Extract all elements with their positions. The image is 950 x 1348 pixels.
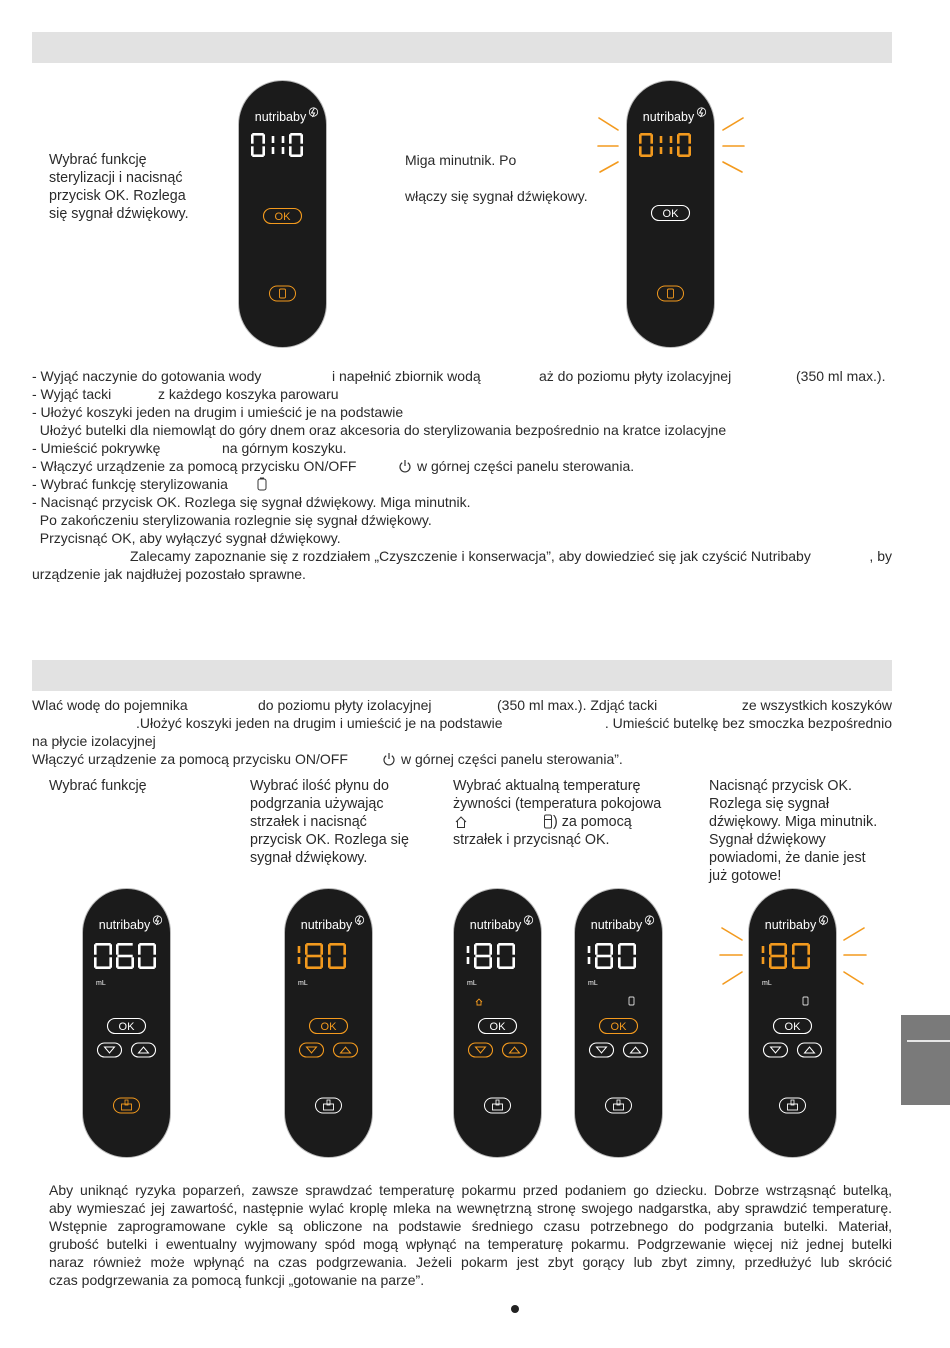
arrow-up-button[interactable] xyxy=(334,1043,358,1057)
text-line: aby wymieszać jej zawartość, następnie wylać kroplę mleka na wewnętrzną stronę swojego nadgarstka, aby sprawdzić temperaturę. xyxy=(49,1200,892,1216)
digit-segment xyxy=(475,966,490,969)
digit-segment xyxy=(300,146,303,155)
digit-segment xyxy=(343,957,346,967)
digit-segment xyxy=(610,957,613,967)
text-run: do poziomu płyty izolacyjnej xyxy=(258,697,432,713)
arrow-down-button[interactable] xyxy=(300,1043,324,1057)
digit-segment xyxy=(595,957,598,967)
digit-segment xyxy=(252,133,263,136)
text-line: strzałek i nacisnąć xyxy=(250,814,367,830)
room-temp-indicator-icon xyxy=(476,999,482,1005)
digit-segment xyxy=(328,944,331,954)
digit-segment xyxy=(131,957,134,967)
page-bullet xyxy=(511,1305,519,1313)
text-line: Wybrać aktualną temperaturę xyxy=(453,778,641,794)
sterilize-icon xyxy=(280,289,286,298)
digit-segment xyxy=(94,944,97,954)
power-icon xyxy=(382,752,396,766)
text-run: w górnej części panelu sterowania”. xyxy=(401,751,623,767)
digit-segment xyxy=(117,955,132,958)
digit-segment xyxy=(596,943,611,946)
text-run: aż do poziomu płyty izolacyjnej xyxy=(539,368,732,384)
device-heat-temp-room xyxy=(453,888,542,1158)
display-digits xyxy=(467,943,515,969)
text-run: z każdego koszyka parowaru xyxy=(158,386,339,402)
digit-segment xyxy=(298,957,301,964)
sterilize-function-button[interactable] xyxy=(270,286,296,301)
text-line: powiadomi, że danie jest xyxy=(709,850,866,866)
digit-segment xyxy=(306,955,321,958)
digit-segment xyxy=(512,944,515,954)
sterilize-function-button[interactable] xyxy=(658,286,684,301)
heating-intro-line-3: na płycie izolacyjnej xyxy=(32,733,156,749)
text-line: się sygnał dźwiękowy. xyxy=(49,206,189,222)
arrow-up-outline[interactable] xyxy=(798,1043,822,1057)
text-line: Nacisnąć przycisk OK. xyxy=(709,778,853,794)
digit-segment xyxy=(498,966,513,969)
ok-button[interactable] xyxy=(310,1019,348,1034)
digit-segment xyxy=(262,134,265,143)
digit-segment xyxy=(588,946,591,953)
arrow-up-button[interactable] xyxy=(503,1043,527,1057)
ok-button-label: OK xyxy=(784,1021,801,1033)
text-run: - Włączyć urządzenie za pomocą przycisku ON/OFF xyxy=(32,458,357,474)
sterilize-icon xyxy=(668,289,674,298)
arrow-up-outline[interactable] xyxy=(624,1043,648,1057)
arrow-up-outline[interactable] xyxy=(132,1043,156,1057)
text-line: włączy się sygnał dźwiękowy. xyxy=(405,188,588,204)
digit-segment xyxy=(117,943,132,946)
arrow-down-button[interactable] xyxy=(98,1043,122,1057)
text-line: Wybrać funkcję xyxy=(49,152,147,168)
digit-segment xyxy=(117,966,132,969)
digit-segment xyxy=(139,943,154,946)
device-heat-temp-fridge xyxy=(574,888,663,1158)
heat-function-button[interactable] xyxy=(485,1098,511,1113)
arrow-up-button[interactable] xyxy=(132,1043,156,1057)
digit-segment xyxy=(153,957,156,967)
instruction-line-7 xyxy=(32,475,892,493)
text-run: - Umieścić pokrywkę xyxy=(32,440,161,456)
text-line: naraz również może wpłynąć na czas podgrzewania. Jeżeli pokarm jest zbyt gorący lub zbyt zimny, przedłużyć lub skrócić xyxy=(49,1254,892,1270)
text-line: sygnał dźwiękowy. xyxy=(250,850,368,866)
room-temperature-icon xyxy=(454,815,468,829)
ml-unit-label: mL xyxy=(588,980,598,987)
ok-button-label: OK xyxy=(489,1021,506,1033)
brand-logo-text: nutribaby xyxy=(98,918,151,932)
instruction-line-4: Ułożyć butelki dla niemowląt do góry dnem oraz akcesoria do sterylizowania bezpośrednio na kratce izolacyjne xyxy=(32,422,727,438)
heat-step1-text xyxy=(49,777,147,795)
heating-intro-line-4 xyxy=(32,750,892,768)
arrow-up-icon xyxy=(139,1047,149,1053)
heat-function-button[interactable] xyxy=(114,1098,140,1113)
function-button-outline[interactable] xyxy=(658,286,684,301)
arrow-down-button[interactable] xyxy=(590,1043,614,1057)
digit-segment xyxy=(282,136,285,143)
digit-segment xyxy=(474,944,477,954)
digit-segment xyxy=(116,944,119,954)
text-line: Wybrać ilość płynu do xyxy=(250,778,389,794)
digit-segment xyxy=(320,944,323,954)
digit-segment xyxy=(109,944,112,954)
text-run: , by xyxy=(869,548,892,564)
brand-logo-text: nutribaby xyxy=(300,918,353,932)
ok-button[interactable] xyxy=(108,1019,146,1034)
digit-segment xyxy=(497,944,500,954)
digit-segment xyxy=(633,944,636,954)
digit-segment xyxy=(489,957,492,967)
ok-button[interactable] xyxy=(652,206,690,221)
care-note-end: urządzenie jak najdłużej pozostało sprawne. xyxy=(32,566,306,582)
text-line xyxy=(453,813,693,831)
brand-logo-text: nutribaby xyxy=(254,110,307,124)
digit-segment xyxy=(252,154,263,157)
digit-segment xyxy=(94,957,97,967)
instruction-line-8: - Nacisnąć przycisk OK. Rozlega się sygnał dźwiękowy. Miga minutnik. xyxy=(32,494,471,510)
text-run: Wlać wodę do pojemnika xyxy=(32,697,188,713)
digit-segment xyxy=(328,957,331,967)
text-run: . Umieścić butelkę bez smoczka bezpośrednio xyxy=(604,715,892,731)
arrow-up-icon xyxy=(510,1047,520,1053)
text-run: w górnej części panelu sterowania. xyxy=(417,458,635,474)
heat-function-button[interactable] xyxy=(316,1098,342,1113)
arrow-down-outline[interactable] xyxy=(300,1043,324,1057)
digit-segment xyxy=(305,957,308,967)
text-line: Wstępnie zaprogramowane cykle są obliczone na podstawie średniego czasu potrzebnego do podgrzania butelki. Materiał, xyxy=(49,1218,892,1234)
ml-unit-label: mL xyxy=(467,980,477,987)
ok-button[interactable] xyxy=(600,1019,638,1034)
text-line: Aby uniknąć ryzyka poparzeń, zawsze sprawdzać temperaturę pokarmu przed podaniem go dziecku. Dobrze wstrząsnąć butelką, xyxy=(49,1182,892,1198)
instruction-line-10: Przycisnąć OK, aby wyłączyć sygnał dźwiękowy. xyxy=(32,530,341,546)
heat-function-button[interactable] xyxy=(780,1098,806,1113)
arrow-down-outline[interactable] xyxy=(764,1043,788,1057)
heat-step3-text xyxy=(453,777,693,849)
digit-segment xyxy=(498,943,513,946)
text-line: Miga minutnik. Po xyxy=(405,152,517,168)
text-run: ze wszystkich koszyków xyxy=(741,697,892,713)
ml-unit-label: mL xyxy=(298,980,308,987)
digit-segment xyxy=(467,946,470,953)
ml-unit-label: mL xyxy=(96,980,106,987)
digit-segment xyxy=(262,146,265,155)
heating-intro-line-2 xyxy=(32,714,892,732)
sterilize-step2-text-b xyxy=(405,187,588,205)
text-run: Zalecamy zapoznanie się z rozdziałem „Czyszczenie i konserwacja”, aby dowiedzieć się jak czyścić Nutribaby xyxy=(130,548,811,564)
power-icon xyxy=(398,459,412,473)
text-run: (350 ml max.). Zdjąć tacki xyxy=(497,697,658,713)
text-line: czas podgrzewania za pomocą funkcji „gotowanie na parze”. xyxy=(49,1272,425,1288)
text-run: (350 ml max.). xyxy=(796,368,886,384)
arrow-down-icon xyxy=(771,1047,781,1053)
text-line: grubość butelki i ewentualny wyjmowany spód mogą wpłynąć na temperaturę pokarmu. Podgrzewanie więcej niż jednej butelki xyxy=(49,1236,892,1252)
digit-segment xyxy=(619,943,634,946)
text-line: podgrzania używając xyxy=(250,796,384,812)
text-line: przycisk OK. Rozlega się xyxy=(250,832,409,848)
digit-segment xyxy=(95,966,110,969)
arrow-down-button[interactable] xyxy=(764,1043,788,1057)
fridge-temp-indicator-icon xyxy=(629,997,634,1005)
text-run: i napełnić zbiornik wodą xyxy=(332,368,481,384)
device-sterilize-select xyxy=(238,80,327,348)
fridge-temperature-icon xyxy=(543,814,553,829)
ok-button-label: OK xyxy=(610,1021,627,1033)
heat-step2-text xyxy=(250,777,409,867)
digit-segment xyxy=(596,966,611,969)
heating-intro-line-1 xyxy=(32,696,892,714)
function-button-outline[interactable] xyxy=(270,286,296,301)
text-line: dźwiękowy. Miga minutnik. xyxy=(709,814,878,830)
digit-segment xyxy=(633,957,636,967)
arrow-up-button[interactable] xyxy=(798,1043,822,1057)
display-digits xyxy=(588,943,636,969)
digit-segment xyxy=(298,946,301,953)
digit-segment xyxy=(474,957,477,967)
instruction-line-1 xyxy=(32,367,892,385)
arrow-down-icon xyxy=(476,1047,486,1053)
text-line: sterylizacji i nacisnąć xyxy=(49,170,183,186)
digit-segment xyxy=(329,966,344,969)
arrow-down-icon xyxy=(597,1047,607,1053)
text-run: ) za pomocą xyxy=(553,814,632,830)
digit-segment xyxy=(512,957,515,967)
device-heat-volume xyxy=(284,888,373,1158)
arrow-down-button[interactable] xyxy=(469,1043,493,1057)
digit-segment xyxy=(138,957,141,967)
digit-segment xyxy=(329,943,344,946)
ok-button-label: OK xyxy=(320,1021,337,1033)
digit-segment xyxy=(475,955,490,958)
arrow-down-outline[interactable] xyxy=(590,1043,614,1057)
arrow-up-icon xyxy=(805,1047,815,1053)
digit-segment xyxy=(272,147,275,154)
digit-segment xyxy=(289,134,292,143)
digit-segment xyxy=(251,146,254,155)
digit-segment xyxy=(109,957,112,967)
text-run: .Ułożyć koszyki jeden na drugim i umieścić je na podstawie xyxy=(136,715,503,731)
text-run: - Wybrać funkcję sterylizowania xyxy=(32,476,228,492)
instruction-line-6 xyxy=(32,457,892,475)
digit-segment xyxy=(619,966,634,969)
brand-logo-text: nutribaby xyxy=(642,110,695,124)
digit-segment xyxy=(153,944,156,954)
text-line: żywności (temperatura pokojowa xyxy=(453,796,662,812)
device-heat-select xyxy=(82,888,171,1158)
digit-segment xyxy=(618,944,621,954)
digit-segment xyxy=(300,134,303,143)
display-digits xyxy=(298,943,346,969)
ok-button[interactable] xyxy=(264,209,302,224)
text-run: Włączyć urządzenie za pomocą przycisku ON/OFF xyxy=(32,751,348,767)
blink-rays-sterilize xyxy=(596,110,746,180)
sterilize-step2-text xyxy=(405,151,516,169)
arrow-up-icon xyxy=(631,1047,641,1053)
digit-segment xyxy=(289,146,292,155)
digit-segment xyxy=(138,944,141,954)
digit-segment xyxy=(610,944,613,954)
text-line: Sygnał dźwiękowy xyxy=(709,832,826,848)
arrow-up-outline[interactable] xyxy=(334,1043,358,1057)
digit-segment xyxy=(305,944,308,954)
section-header-sterilization xyxy=(32,32,892,63)
digit-segment xyxy=(595,944,598,954)
digit-segment xyxy=(320,957,323,967)
digit-segment xyxy=(282,147,285,154)
heat-step4-text xyxy=(709,777,877,885)
ok-button-label: OK xyxy=(274,211,291,223)
text-run: - Wyjąć tacki xyxy=(32,386,112,402)
arrow-up-button[interactable] xyxy=(624,1043,648,1057)
instruction-line-9: Po zakończeniu sterylizowania rozlegnie się sygnał dźwiękowy. xyxy=(32,512,432,528)
care-note xyxy=(32,547,892,565)
ok-button-label: OK xyxy=(662,208,679,220)
instruction-line-3: - Ułożyć koszyki jeden na drugim i umieścić je na podstawie xyxy=(32,404,404,420)
display-digits xyxy=(251,133,303,157)
digit-segment xyxy=(139,966,154,969)
digit-segment xyxy=(596,955,611,958)
side-tab-divider xyxy=(907,1040,950,1042)
digit-segment xyxy=(618,957,621,967)
sterilize-function-icon xyxy=(256,477,268,491)
brand-logo-text: nutribaby xyxy=(590,918,643,932)
blink-rays-heat xyxy=(718,922,868,992)
text-line: strzałek i przycisnąć OK. xyxy=(453,832,610,848)
ok-button-label: OK xyxy=(118,1021,135,1033)
digit-segment xyxy=(467,957,470,964)
heat-function-button[interactable] xyxy=(606,1098,632,1113)
arrow-up-outline[interactable] xyxy=(503,1043,527,1057)
digit-segment xyxy=(475,943,490,946)
display-digits xyxy=(94,943,156,969)
brand-logo-text: nutribaby xyxy=(764,918,817,932)
digit-segment xyxy=(306,966,321,969)
text-line: Wybrać funkcję xyxy=(49,778,147,794)
digit-segment xyxy=(343,944,346,954)
ok-button[interactable] xyxy=(479,1019,517,1034)
instruction-line-5 xyxy=(32,439,892,457)
arrow-down-icon xyxy=(307,1047,317,1053)
digit-segment xyxy=(306,943,321,946)
text-line: Rozlega się sygnał xyxy=(709,796,830,812)
text-run: na górnym koszyku. xyxy=(222,440,347,456)
instruction-line-2 xyxy=(32,385,892,403)
digit-segment xyxy=(116,957,119,967)
arrow-down-outline[interactable] xyxy=(469,1043,493,1057)
ml-unit-label: mL xyxy=(762,980,772,987)
sterilize-step1-text xyxy=(49,151,189,223)
warning-paragraph xyxy=(49,1181,892,1289)
side-tab xyxy=(901,1015,950,1105)
text-run: - Wyjąć naczynie do gotowania wody xyxy=(32,368,262,384)
arrow-down-outline[interactable] xyxy=(98,1043,122,1057)
arrow-up-icon xyxy=(341,1047,351,1053)
digit-segment xyxy=(290,154,301,157)
digit-segment xyxy=(272,136,275,143)
ok-button[interactable] xyxy=(774,1019,812,1034)
digit-segment xyxy=(95,943,110,946)
digit-segment xyxy=(290,133,301,136)
digit-segment xyxy=(489,944,492,954)
section-header-heating xyxy=(32,660,892,691)
digit-segment xyxy=(497,957,500,967)
digit-segment xyxy=(251,134,254,143)
brand-logo-text: nutribaby xyxy=(469,918,522,932)
text-line: już gotowe! xyxy=(709,868,782,884)
digit-segment xyxy=(588,957,591,964)
text-line: przycisk OK. Rozlega xyxy=(49,188,186,204)
arrow-down-icon xyxy=(105,1047,115,1053)
fridge-temp-indicator-icon xyxy=(803,997,808,1005)
